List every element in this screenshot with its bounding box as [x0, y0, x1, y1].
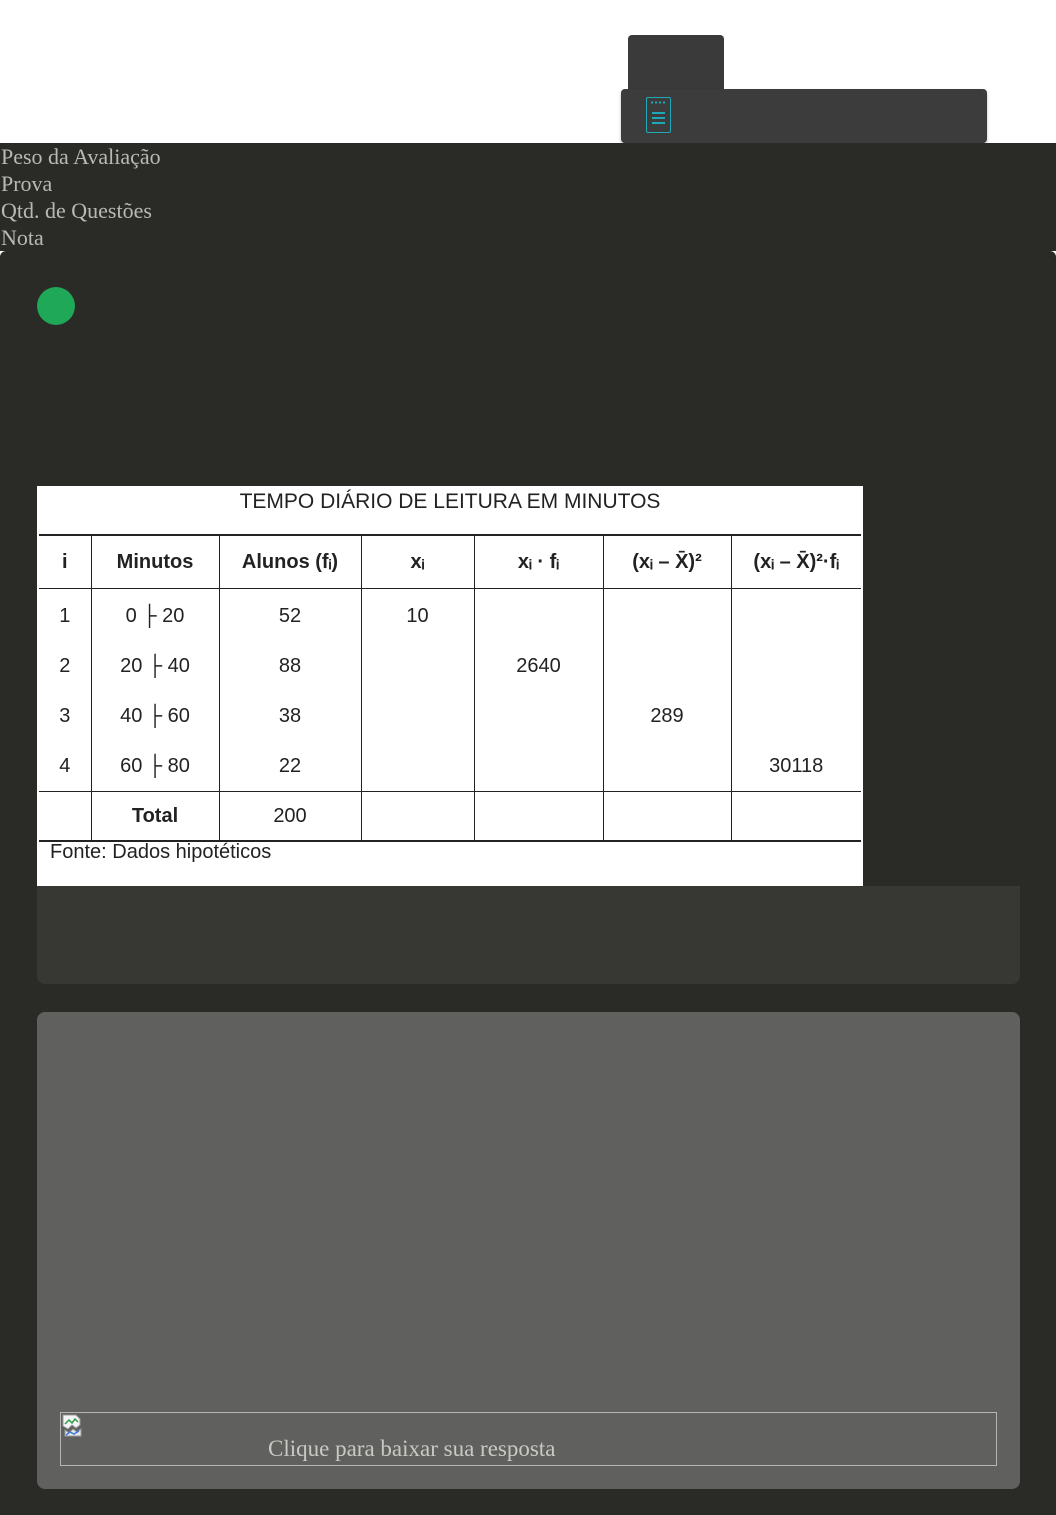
table-cell: [361, 741, 474, 792]
table-cell: 2: [59, 654, 71, 677]
table-cell: [603, 792, 731, 842]
status-indicator: [37, 287, 75, 325]
table-cell: [731, 691, 861, 741]
table-cell: 4: [59, 754, 71, 777]
peso-label: Peso da Avaliação: [1, 144, 161, 169]
header-minutos: Minutos: [91, 535, 219, 589]
table-row: [39, 741, 861, 792]
table-total-row: [39, 792, 861, 842]
table-cell: [603, 589, 731, 642]
table-cell: [731, 792, 861, 842]
table-cell: 40 ├ 60: [91, 691, 219, 741]
questoes-label: Qtd. de Questões: [1, 198, 152, 223]
table-row: [39, 589, 861, 642]
table-row: [39, 641, 861, 691]
broken-image-icon: [62, 1414, 84, 1438]
table-cell: 289: [603, 691, 731, 741]
table-cell: 10: [361, 589, 474, 642]
table-cell: [361, 691, 474, 741]
total-label: Total: [91, 792, 219, 842]
table-cell: [474, 589, 603, 642]
total-value: 200: [219, 792, 361, 842]
prova-label: Prova: [1, 171, 53, 196]
table-cell: 52: [219, 589, 361, 642]
table-cell: [474, 741, 603, 792]
header-alunos: Alunos (fᵢ): [219, 535, 361, 589]
question-panel: [0, 251, 1056, 1515]
table-cell: 3: [59, 704, 71, 727]
table-cell: [731, 589, 861, 642]
table-cell: 1: [59, 604, 71, 627]
table-cell: [603, 741, 731, 792]
question-table-image: [37, 486, 863, 886]
header-deviation-squared: (xᵢ – X̄)²: [603, 535, 731, 589]
top-tab[interactable]: [628, 35, 724, 89]
table-cell: [361, 641, 474, 691]
document-list-icon[interactable]: [646, 97, 671, 133]
table-source: Fonte: Dados hipotéticos: [50, 841, 272, 863]
table-cell: 22: [219, 741, 361, 792]
response-panel: [37, 1012, 1020, 1489]
top-toolbar: [621, 89, 987, 143]
header-xi-fi: xᵢ · fᵢ: [474, 535, 603, 589]
assessment-info: [0, 143, 1056, 251]
table-header-row: [39, 535, 861, 589]
table-cell: 60 ├ 80: [91, 741, 219, 792]
header-deviation-squared-fi: (xᵢ – X̄)²·fᵢ: [731, 535, 861, 589]
table-cell: [39, 792, 91, 842]
header-xi: xᵢ: [361, 535, 474, 589]
table-cell: 20 ├ 40: [91, 641, 219, 691]
table-cell: [474, 792, 603, 842]
frequency-table: [39, 534, 861, 842]
table-title: TEMPO DIÁRIO DE LEITURA EM MINUTOS: [239, 490, 661, 513]
table-cell: 2640: [474, 641, 603, 691]
table-row: [39, 691, 861, 741]
nota-label: Nota: [1, 225, 44, 250]
table-cell: 30118: [731, 741, 861, 792]
table-cell: 0 ├ 20: [91, 589, 219, 642]
download-response-link[interactable]: [60, 1412, 997, 1466]
header-i: i: [39, 535, 91, 589]
table-cell: 38: [219, 691, 361, 741]
answer-area: [37, 886, 1020, 984]
table-cell: [361, 792, 474, 842]
table-cell: 88: [219, 641, 361, 691]
table-cell: [474, 691, 603, 741]
table-cell: [603, 641, 731, 691]
table-cell: [731, 641, 861, 691]
download-label: Clique para baixar sua resposta: [268, 1436, 556, 1461]
